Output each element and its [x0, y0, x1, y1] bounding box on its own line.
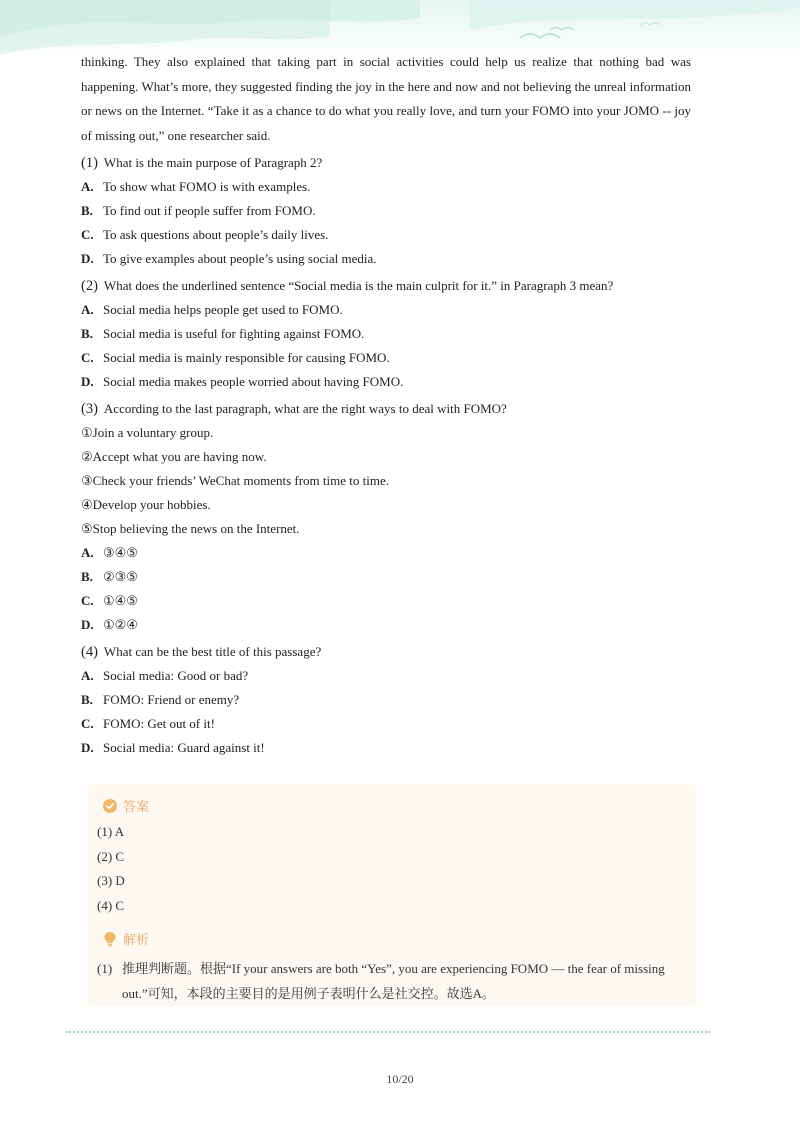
footer-divider	[66, 1031, 710, 1033]
answer-item: (1) A	[97, 824, 125, 839]
option-3a	[81, 541, 691, 565]
statement-4: ④Develop your hobbies.	[81, 497, 211, 512]
option-2a	[81, 298, 691, 322]
statement-5: ⑤Stop believing the news on the Internet.	[81, 521, 300, 536]
option-key: C.	[81, 227, 94, 242]
option-key: B.	[81, 326, 93, 341]
statement-1: ①Join a voluntary group.	[81, 425, 214, 440]
option-2b	[81, 322, 691, 346]
option-text: To ask questions about people’s daily lives.	[103, 227, 329, 242]
question-3	[81, 397, 691, 421]
option-2d	[81, 370, 691, 394]
question-content	[81, 50, 691, 760]
option-text: To give examples about people’s using social media.	[103, 251, 377, 266]
option-key: C.	[81, 593, 94, 608]
option-key: D.	[81, 740, 94, 755]
answer-item: (4) C	[97, 897, 125, 913]
analysis-number: (1)	[97, 961, 113, 976]
option-2c	[81, 346, 691, 370]
option-text: ①④⑤	[103, 593, 138, 608]
option-text: Social media makes people worried about having FOMO.	[103, 374, 404, 389]
option-text: Social media helps people get used to FOMO.	[103, 302, 343, 317]
question-number: (2)	[81, 278, 98, 294]
option-text: FOMO: Get out of it!	[103, 716, 215, 731]
option-key: B.	[81, 569, 93, 584]
page-number: 10/20	[386, 1072, 414, 1086]
question-2	[81, 274, 691, 298]
analysis-text	[97, 956, 687, 1006]
question-stem: What is the main purpose of Paragraph 2?	[103, 155, 323, 170]
option-text: ③④⑤	[103, 545, 138, 560]
lightbulb-icon	[103, 931, 117, 947]
option-3b	[81, 565, 691, 589]
analysis-label: 解析	[123, 933, 150, 948]
option-4d	[81, 736, 691, 760]
option-text: To find out if people suffer from FOMO.	[103, 203, 316, 218]
option-1a	[81, 175, 691, 199]
option-4a	[81, 664, 691, 688]
option-key: A.	[81, 179, 94, 194]
answer-header	[103, 796, 149, 815]
question-1	[81, 151, 691, 175]
question-stem: According to the last paragraph, what are the right ways to deal with FOMO?	[103, 401, 507, 416]
option-1c	[81, 223, 691, 247]
option-key: D.	[81, 374, 94, 389]
answer-label: 答案	[123, 800, 150, 815]
option-3c	[81, 589, 691, 613]
statement-3: ③Check your friends’ WeChat moments from time to time.	[81, 473, 389, 488]
analysis-header	[103, 929, 149, 948]
option-text: Social media: Good or bad?	[103, 668, 249, 683]
option-text: FOMO: Friend or enemy?	[103, 692, 240, 707]
question-stem: What can be the best title of this passage?	[103, 644, 322, 659]
answer-list	[97, 820, 125, 918]
answer-item: (2) C	[97, 848, 125, 864]
answer-panel	[88, 784, 696, 1006]
option-key: A.	[81, 302, 94, 317]
option-text: ②③⑤	[103, 569, 138, 584]
statement-2: ②Accept what you are having now.	[81, 449, 267, 464]
option-text: ①②④	[103, 617, 138, 632]
question-number: (3)	[81, 401, 98, 417]
option-key: C.	[81, 350, 94, 365]
analysis-content: 推理判断题。根据“If your answers are both “Yes”, you are experiencing FOMO — the fear of missing out.”可知，本段的主要目的是用例子表明什么是社交控。故选A。	[122, 961, 665, 1001]
option-text: Social media is mainly responsible for causing FOMO.	[103, 350, 390, 365]
option-key: B.	[81, 203, 93, 218]
option-1d	[81, 247, 691, 271]
option-4b	[81, 688, 691, 712]
check-circle-icon	[103, 799, 117, 813]
question-number: (1)	[81, 155, 98, 171]
answer-item: (3) D	[97, 873, 125, 888]
question-number: (4)	[81, 644, 98, 660]
option-3d	[81, 613, 691, 637]
option-text: Social media is useful for fighting against FOMO.	[103, 326, 365, 341]
option-text: To show what FOMO is with examples.	[103, 179, 311, 194]
option-key: B.	[81, 692, 93, 707]
option-key: A.	[81, 668, 94, 683]
option-key: D.	[81, 251, 94, 266]
option-key: D.	[81, 617, 94, 632]
passage-paragraph: thinking. They also explained that taking part in social activities could help us realize that nothing bad was happening. What’s more, they suggested finding the joy in the here and now and not believing the unreal information or news on the Internet. “Take it as a chance to do what you really love, and turn your FOMO into your JOMO -- joy of missing out,” one researcher said.	[81, 54, 691, 143]
question-stem: What does the underlined sentence “Social media is the main culprit for it.” in Paragraph 3 mean?	[103, 278, 614, 293]
option-4c	[81, 712, 691, 736]
option-1b	[81, 199, 691, 223]
option-key: A.	[81, 545, 94, 560]
option-key: C.	[81, 716, 94, 731]
option-text: Social media: Guard against it!	[103, 740, 265, 755]
question-4	[81, 640, 691, 664]
